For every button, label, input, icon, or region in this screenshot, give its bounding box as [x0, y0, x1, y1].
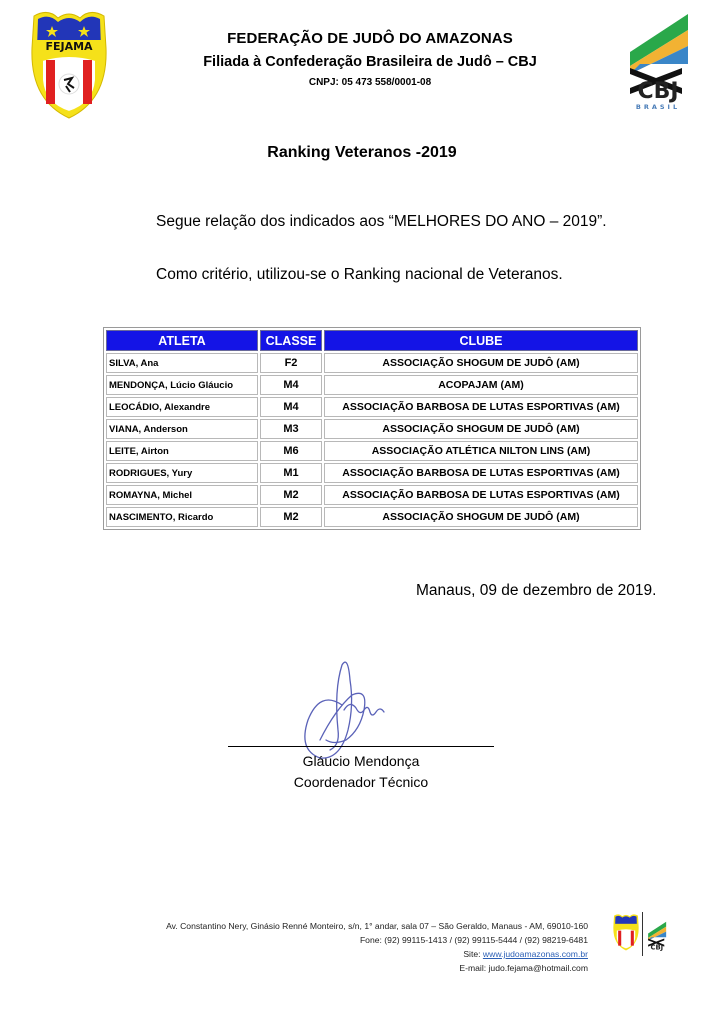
table-row	[106, 353, 638, 373]
footer-fejama-logo-icon	[612, 912, 640, 952]
svg-text:CBJ: CBJ	[650, 943, 664, 952]
svg-text:CBJ: CBJ	[637, 79, 679, 104]
table-row	[106, 485, 638, 505]
ranking-table	[103, 327, 641, 530]
cell-clube: ASSOCIAÇÃO BARBOSA DE LUTAS ESPORTIVAS (AM)	[324, 485, 638, 505]
header-clube: CLUBE	[324, 330, 638, 351]
signature-line	[228, 746, 494, 747]
cell-clube: ASSOCIAÇÃO SHOGUM DE JUDÔ (AM)	[324, 419, 638, 439]
cnpj-text: CNPJ: 05 473 558/0001-08	[308, 77, 432, 88]
cell-classe: M4	[260, 397, 322, 417]
criteria-paragraph: Como critério, utilizou-se o Ranking nacional de Veteranos.	[156, 266, 563, 283]
document-title: Ranking Veteranos -2019	[267, 144, 457, 161]
cell-atleta: LEOCÁDIO, Alexandre	[106, 397, 258, 417]
cell-clube: ASSOCIAÇÃO ATLÉTICA NILTON LINS (AM)	[324, 441, 638, 461]
cell-atleta: VIANA, Anderson	[106, 419, 258, 439]
cell-classe: M6	[260, 441, 322, 461]
table-row	[106, 441, 638, 461]
federation-subtitle: Filiada à Confederação Brasileira de Judô – CBJ	[203, 54, 537, 70]
footer-cbj-logo-icon	[645, 914, 673, 958]
table-row	[106, 507, 638, 527]
header-classe: CLASSE	[260, 330, 322, 351]
signer-name: Gláucio Mendonça	[302, 753, 420, 769]
header-atleta: ATLETA	[106, 330, 258, 351]
date-location: Manaus, 09 de dezembro de 2019.	[416, 582, 657, 599]
cell-atleta: MENDONÇA, Lúcio Gláucio	[106, 375, 258, 395]
table-row	[106, 397, 638, 417]
footer-logo-divider	[642, 912, 643, 956]
footer-email: E-mail: judo.fejama@hotmail.com	[459, 963, 588, 973]
cbj-logo-icon	[620, 8, 710, 112]
cell-atleta: SILVA, Ana	[106, 353, 258, 373]
table-row	[106, 419, 638, 439]
table-row	[106, 375, 638, 395]
fejama-logo-icon	[28, 8, 110, 120]
table-header-row	[106, 330, 638, 351]
cell-classe: F2	[260, 353, 322, 373]
footer-phone: Fone: (92) 99115-1413 / (92) 99115-5444 / (92) 98219-6481	[359, 935, 588, 945]
intro-paragraph: Segue relação dos indicados aos “MELHORES DO ANO – 2019”.	[156, 213, 607, 230]
cell-clube: ASSOCIAÇÃO SHOGUM DE JUDÔ (AM)	[324, 507, 638, 527]
cell-clube: ASSOCIAÇÃO BARBOSA DE LUTAS ESPORTIVAS (AM)	[324, 463, 638, 483]
svg-text:BRASIL: BRASIL	[635, 103, 681, 111]
cell-clube: ACOPAJAM (AM)	[324, 375, 638, 395]
footer-site	[463, 949, 588, 959]
footer-site-label: Site:	[463, 949, 483, 959]
cell-clube: ASSOCIAÇÃO SHOGUM DE JUDÔ (AM)	[324, 353, 638, 373]
cell-atleta: LEITE, Airton	[106, 441, 258, 461]
cell-classe: M1	[260, 463, 322, 483]
cell-classe: M3	[260, 419, 322, 439]
svg-text:FEJAMA: FEJAMA	[45, 40, 93, 53]
cell-classe: M4	[260, 375, 322, 395]
cell-atleta: NASCIMENTO, Ricardo	[106, 507, 258, 527]
signer-role: Coordenador Técnico	[293, 774, 429, 790]
table-row	[106, 463, 638, 483]
cell-atleta: RODRIGUES, Yury	[106, 463, 258, 483]
footer-site-link[interactable]: www.judoamazonas.com.br	[482, 949, 588, 959]
cell-classe: M2	[260, 485, 322, 505]
cell-classe: M2	[260, 507, 322, 527]
signature-icon	[290, 650, 400, 765]
federation-title: FEDERAÇÃO DE JUDÔ DO AMAZONAS	[227, 30, 513, 47]
footer-address: Av. Constantino Nery, Ginásio Renné Monteiro, s/n, 1° andar, sala 07 – São Geraldo, Manaus - AM, 69010-160	[166, 921, 588, 931]
cell-clube: ASSOCIAÇÃO BARBOSA DE LUTAS ESPORTIVAS (AM)	[324, 397, 638, 417]
cell-atleta: ROMAYNA, Michel	[106, 485, 258, 505]
